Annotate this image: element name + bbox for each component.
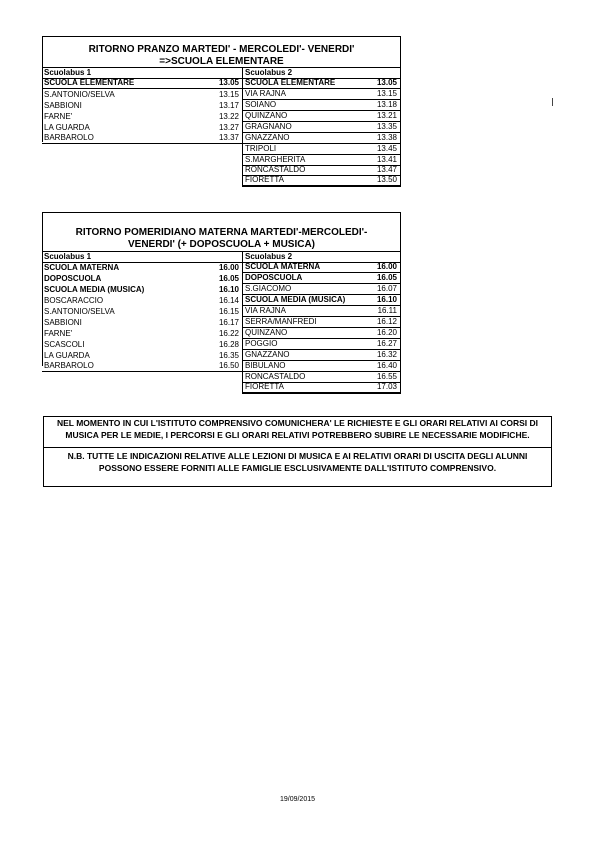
stop-name: TRIPOLI — [245, 144, 277, 153]
table-row — [42, 361, 242, 372]
stop-time: 13.05 — [218, 78, 239, 87]
table-title — [43, 37, 400, 68]
stop-name: BARBAROLO — [44, 133, 94, 142]
stop-time: 16.28 — [218, 340, 239, 349]
stop-name: DOPOSCUOLA — [44, 274, 102, 283]
stop-name: SCUOLA ELEMENTARE — [44, 78, 135, 87]
stop-name: FIORETTA — [245, 382, 284, 391]
stop-time: 16.40 — [376, 361, 397, 370]
stop-time: 16.00 — [376, 262, 397, 271]
table-title-line1: RITORNO PRANZO MARTEDI' - MERCOLEDI'- VENERDI' — [88, 44, 355, 55]
table-row — [42, 79, 242, 89]
stop-time: 16.12 — [376, 317, 397, 326]
column-header: Scuolabus 1 — [42, 252, 242, 263]
margin-mark — [552, 98, 553, 106]
table-title — [43, 213, 400, 251]
table-row — [42, 133, 242, 144]
stop-name: RONCASTALDO — [245, 165, 306, 174]
table-row — [42, 273, 242, 284]
table-row — [42, 284, 242, 295]
table-row — [42, 111, 242, 122]
stop-name: LA GUARDA — [44, 123, 90, 132]
stop-time: 16.27 — [376, 339, 397, 348]
stop-name: SABBIONI — [44, 101, 82, 110]
table-row — [243, 122, 400, 133]
stop-name: SABBIONI — [44, 318, 82, 327]
table-row — [42, 328, 242, 339]
stop-time: 16.05 — [376, 273, 397, 282]
notice-music-schedule: NEL MOMENTO IN CUI L'ISTITUTO COMPRENSIVO COMUNICHERA' LE RICHIESTE E GLI ORARI RELATIVI AI CORSI DI MUSICA PER LE MEDIE, I PERCORSI E GLI ORARI RELATIVI POTREBBERO SUBIRE LE NECESSARIE MODIFICHE. — [44, 413, 551, 448]
stop-time: 13.22 — [218, 112, 239, 121]
table-row — [243, 89, 400, 100]
table-row — [42, 295, 242, 306]
stop-name: LA GUARDA — [44, 351, 90, 360]
stop-name: SCUOLA MATERNA — [245, 262, 321, 271]
table-row — [42, 122, 242, 133]
table-row — [243, 383, 400, 393]
bus2-column — [242, 251, 401, 394]
stop-time: 13.45 — [376, 144, 397, 153]
stop-time: 16.50 — [218, 361, 239, 370]
table-row — [42, 263, 242, 273]
table-row — [243, 79, 400, 89]
table-row — [243, 317, 400, 328]
stop-time: 13.17 — [218, 101, 239, 110]
stop-name: GNAZZANO — [245, 133, 290, 142]
stop-time: 13.05 — [376, 78, 397, 87]
table-row — [243, 361, 400, 372]
stop-name: BARBAROLO — [44, 361, 94, 370]
column-header: Scuolabus 2 — [243, 252, 400, 263]
table-row — [42, 350, 242, 361]
stop-time: 13.15 — [376, 89, 397, 98]
stop-time: 16.35 — [218, 351, 239, 360]
notice-nb: N.B. TUTTE LE INDICAZIONI RELATIVE ALLE LEZIONI DI MUSICA E AI RELATIVI ORARI DI USCITA DEGLI ALUNNI POSSONO ESSERE FORNITI ALLE FAMIGLIE ESCLUSIVAMENTE DALL'ISTITUTO COMPRENSIVO. — [67, 451, 528, 473]
stop-name: GRAGNANO — [245, 122, 292, 131]
schedule-table-afternoon-return — [42, 212, 401, 252]
stop-name: VIA RAJNA — [245, 306, 286, 315]
stop-time: 16.15 — [218, 307, 239, 316]
stop-name: SOIANO — [245, 100, 277, 109]
stop-name: SCUOLA MEDIA (MUSICA) — [44, 285, 145, 294]
table-title-line2: =>SCUOLA ELEMENTARE — [159, 56, 284, 67]
stop-time: 16.00 — [218, 263, 239, 272]
table-row — [42, 317, 242, 328]
footer-date: 19/09/2015 — [279, 796, 316, 803]
stop-name: SCUOLA ELEMENTARE — [245, 78, 336, 87]
bus1-column — [42, 67, 243, 144]
stop-name: SCUOLA MATERNA — [44, 263, 120, 272]
table-row — [243, 263, 400, 273]
stop-name: FIORETTA — [245, 175, 284, 184]
table1-left-border — [42, 67, 43, 142]
table-title-line2: VENERDI' (+ DOPOSCUOLA + MUSICA) — [127, 239, 316, 250]
stop-time: 13.37 — [218, 133, 239, 142]
stop-name: S.MARGHERITA — [245, 155, 306, 164]
table-row — [243, 284, 400, 295]
table-row — [243, 295, 400, 306]
stop-name: SERRA/MANFREDI — [245, 317, 317, 326]
table-row — [243, 133, 400, 144]
stop-time: 13.35 — [376, 122, 397, 131]
column-header: Scuolabus 1 — [42, 68, 242, 79]
stop-time: 16.14 — [218, 296, 239, 305]
table-row — [42, 306, 242, 317]
stop-name: VIA RAJNA — [245, 89, 286, 98]
table-row — [42, 339, 242, 350]
stop-name: S.ANTONIO/SELVA — [44, 90, 115, 99]
stop-name: QUINZANO — [245, 328, 288, 337]
stop-time: 16.20 — [376, 328, 397, 337]
stop-time: 16.07 — [376, 284, 397, 293]
stop-time: 13.21 — [376, 111, 397, 120]
stop-time: 13.18 — [376, 100, 397, 109]
schedule-table-lunch-return — [42, 36, 401, 68]
stop-name: QUINZANO — [245, 111, 288, 120]
stop-name: BOSCARACCIO — [44, 296, 104, 305]
table-row — [243, 100, 400, 111]
stop-name: DOPOSCUOLA — [245, 273, 303, 282]
stop-time: 16.32 — [376, 350, 397, 359]
stop-time: 16.22 — [218, 329, 239, 338]
stop-name: FARNE' — [44, 329, 73, 338]
stop-name: S.ANTONIO/SELVA — [44, 307, 115, 316]
stop-time: 16.55 — [376, 372, 397, 381]
stop-time: 13.15 — [218, 90, 239, 99]
table-row — [243, 306, 400, 317]
stop-time: 16.17 — [218, 318, 239, 327]
table-row — [243, 339, 400, 350]
table-row — [243, 350, 400, 361]
stop-time: 17.03 — [376, 382, 397, 391]
stop-time: 13.41 — [376, 155, 397, 164]
notes-box — [43, 416, 552, 487]
stop-time: 16.05 — [218, 274, 239, 283]
stop-time: 16.10 — [376, 295, 397, 304]
table-row — [243, 273, 400, 284]
bus1-column — [42, 251, 243, 372]
stop-name: GNAZZANO — [245, 350, 290, 359]
table-row — [243, 328, 400, 339]
stop-name: POGGIO — [245, 339, 278, 348]
stop-name: BIBULANO — [245, 361, 286, 370]
stop-time: 13.38 — [376, 133, 397, 142]
stop-name: SCASCOLI — [44, 340, 85, 349]
stop-time: 13.50 — [376, 175, 397, 184]
table2-left-border — [42, 251, 43, 366]
table-row — [42, 89, 242, 100]
column-header: Scuolabus 2 — [243, 68, 400, 79]
table-row — [243, 176, 400, 186]
stop-name: S.GIACOMO — [245, 284, 292, 293]
bus2-column — [242, 67, 401, 187]
table-row — [42, 100, 242, 111]
stop-name: SCUOLA MEDIA (MUSICA) — [245, 295, 346, 304]
stop-name: RONCASTALDO — [245, 372, 306, 381]
stop-name: FARNE' — [44, 112, 73, 121]
stop-time: 16.11 — [377, 306, 397, 315]
table-row — [243, 111, 400, 122]
stop-time: 16.10 — [218, 285, 239, 294]
stop-time: 13.27 — [218, 123, 239, 132]
table-row — [243, 144, 400, 155]
table-title-line1: RITORNO POMERIDIANO MATERNA MARTEDI'-MERCOLEDI'- — [75, 227, 368, 238]
stop-time: 13.47 — [376, 165, 397, 174]
